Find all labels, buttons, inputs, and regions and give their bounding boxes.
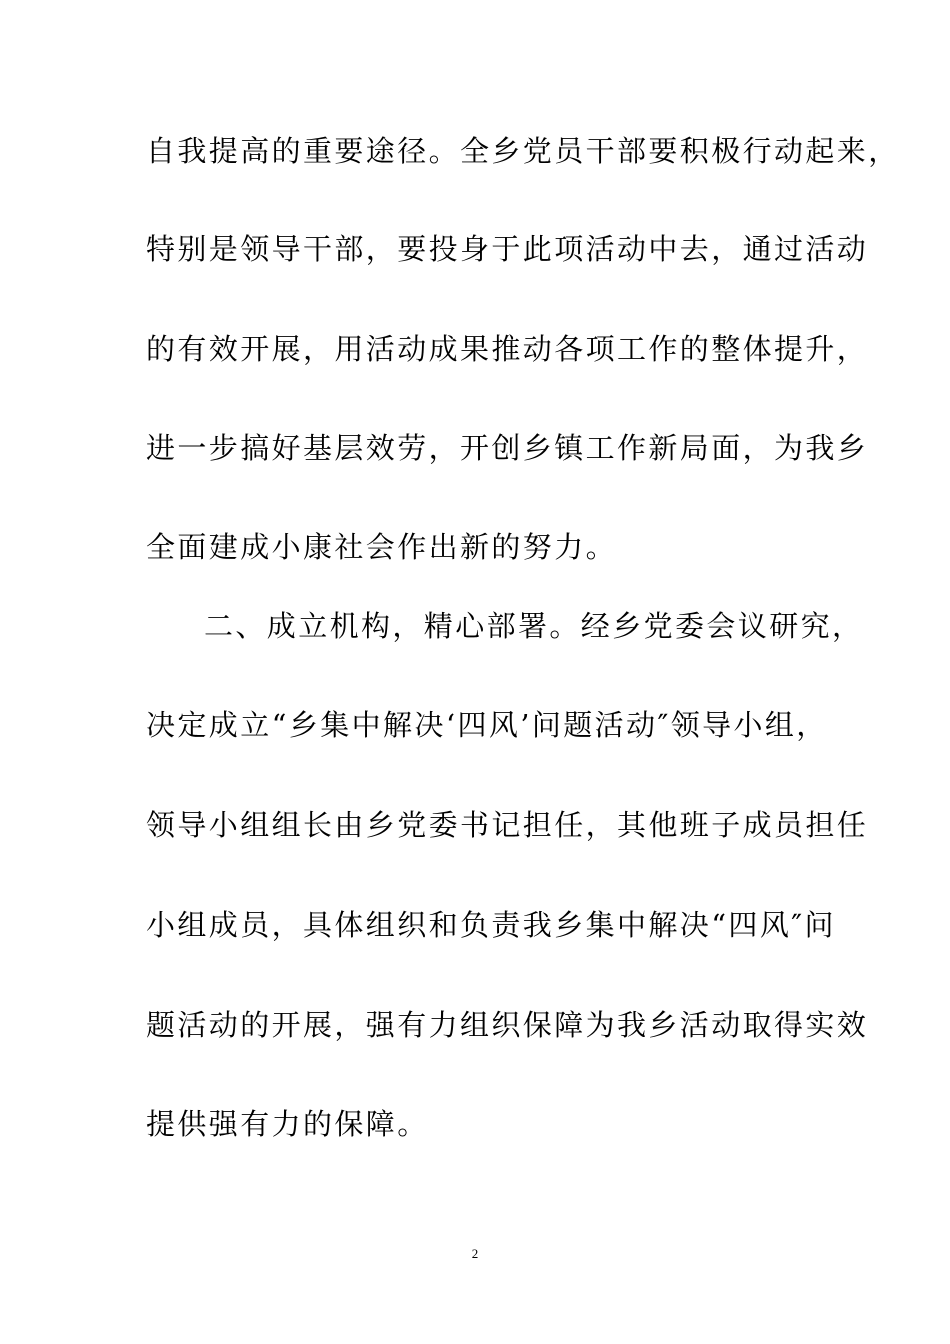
body-text-line: 自我提高的重要途径。全乡党员干部要积极行动起来， — [146, 134, 900, 168]
body-text-line: 题活动的开展，强有力组织保障为我乡活动取得实效 — [146, 1008, 869, 1042]
body-text-line: 全面建成小康社会作出新的努力。 — [146, 530, 618, 564]
body-text-line: 领导小组组长由乡党委书记担任，其他班子成员担任 — [146, 808, 869, 842]
section-heading-line: 二、成立机构，精心部署。经乡党委会议研究， — [204, 609, 864, 643]
body-text-line: 的有效开展，用活动成果推动各项工作的整体提升， — [146, 332, 869, 366]
body-text-line: 提供强有力的保障。 — [146, 1107, 429, 1141]
body-text-line: 进一步搞好基层效劳，开创乡镇工作新局面，为我乡 — [146, 431, 869, 465]
body-text-line: 决定成立“乡集中解决‘四风’问题活动″领导小组， — [146, 708, 828, 742]
body-text-line: 小组成员，具体组织和负责我乡集中解决“四风″问 — [146, 908, 836, 942]
page-number: 2 — [471, 1246, 479, 1261]
body-text-line: 特别是领导干部，要投身于此项活动中去，通过活动 — [146, 232, 869, 266]
